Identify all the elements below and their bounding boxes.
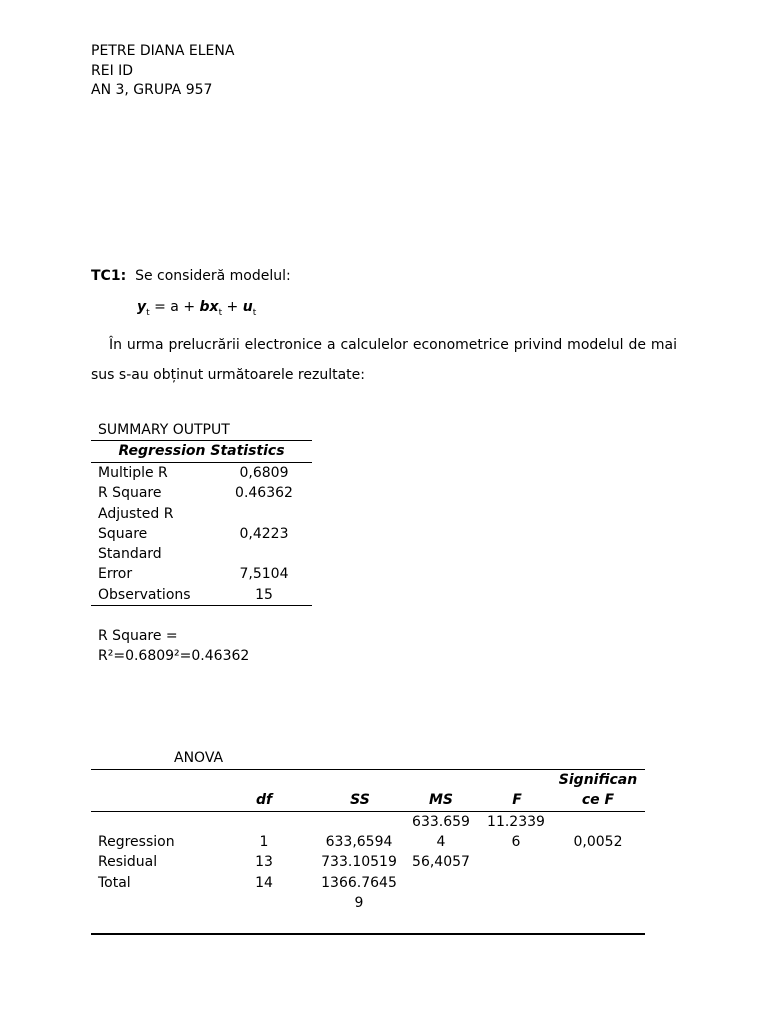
problem-intro-text: Se consideră modelul: <box>135 268 291 284</box>
anova-regression-df: 1 <box>259 834 269 850</box>
anova-header-df: df <box>255 792 273 808</box>
formula-y: y <box>137 299 147 315</box>
anova-header-sig-line2: ce F <box>581 792 615 808</box>
anova-regression-ms-line2: 4 <box>436 834 446 850</box>
rsquare-note-line1: R Square = <box>98 628 178 644</box>
author-name: PETRE DIANA ELENA <box>91 43 235 59</box>
summary-row-label: Standard <box>98 546 162 562</box>
summary-row-value: 7,5104 <box>239 566 289 582</box>
summary-row-value: 0,4223 <box>239 526 289 542</box>
anova-header-sig-line1: Significan <box>558 772 638 788</box>
anova-regression-f-line2: 6 <box>511 834 521 850</box>
summary-header-rule <box>91 462 312 463</box>
anova-header-f: F <box>512 792 522 808</box>
summary-row-label: R Square <box>98 485 162 501</box>
anova-regression-f-line1: 11.2339 <box>487 814 545 830</box>
anova-bottom-rule <box>91 933 645 935</box>
formula-plus: + <box>222 299 243 315</box>
problem-label-colon: : <box>120 268 127 284</box>
anova-total-df: 14 <box>255 875 273 891</box>
anova-regression-ss: 633,6594 <box>325 834 393 850</box>
summary-row-value: 0,6809 <box>239 465 289 481</box>
anova-residual-df: 13 <box>255 854 273 870</box>
anova-top-rule <box>91 769 645 770</box>
summary-bottom-rule <box>91 605 312 606</box>
anova-residual-ss: 733.10519 <box>321 854 397 870</box>
problem-label: TC1 <box>91 268 121 284</box>
rsquare-note-line2: R²=0.6809²=0.46362 <box>98 648 250 664</box>
formula-u: u <box>242 299 253 315</box>
formula-u-sub: t <box>252 307 257 318</box>
anova-title: ANOVA <box>174 750 224 766</box>
anova-total-ss-line2: 9 <box>354 895 364 911</box>
summary-row-label: Error <box>98 566 133 582</box>
anova-row-label-residual: Residual <box>98 854 158 870</box>
anova-header-ms: MS <box>428 792 453 808</box>
summary-row-label: Adjusted R <box>98 506 174 522</box>
anova-residual-ms: 56,4057 <box>412 854 470 870</box>
anova-header-ss: SS <box>350 792 370 808</box>
summary-top-rule <box>91 440 312 441</box>
anova-header-rule <box>91 811 645 812</box>
anova-regression-sig: 0,0052 <box>573 834 623 850</box>
regression-statistics-header: Regression Statistics <box>118 443 285 459</box>
program-label: REI ID <box>91 63 134 79</box>
summary-row-value: 15 <box>255 587 273 603</box>
year-group-label: AN 3, GRUPA 957 <box>91 82 213 98</box>
formula-bx-sub: t <box>218 307 223 318</box>
summary-row-label: Multiple R <box>98 465 168 481</box>
problem-intro <box>91 268 291 284</box>
summary-row-label: Observations <box>98 587 191 603</box>
anova-row-label-total: Total <box>98 875 131 891</box>
formula-y-sub: t <box>146 307 150 318</box>
results-paragraph: În urma prelucrării electronice a calculelor econometrice privind modelul de mai sus s-au obținut următoarele rezultate: <box>91 337 677 383</box>
summary-row-label: Square <box>98 526 148 542</box>
anova-total-ss-line1: 1366.7645 <box>321 875 397 891</box>
summary-title: SUMMARY OUTPUT <box>98 422 230 438</box>
anova-row-label-regression: Regression <box>98 834 175 850</box>
model-formula <box>137 299 256 318</box>
anova-regression-ms-line1: 633.659 <box>412 814 470 830</box>
summary-row-value: 0.46362 <box>235 485 293 501</box>
formula-eq: = a + <box>149 299 200 315</box>
formula-bx: bx <box>199 299 219 315</box>
